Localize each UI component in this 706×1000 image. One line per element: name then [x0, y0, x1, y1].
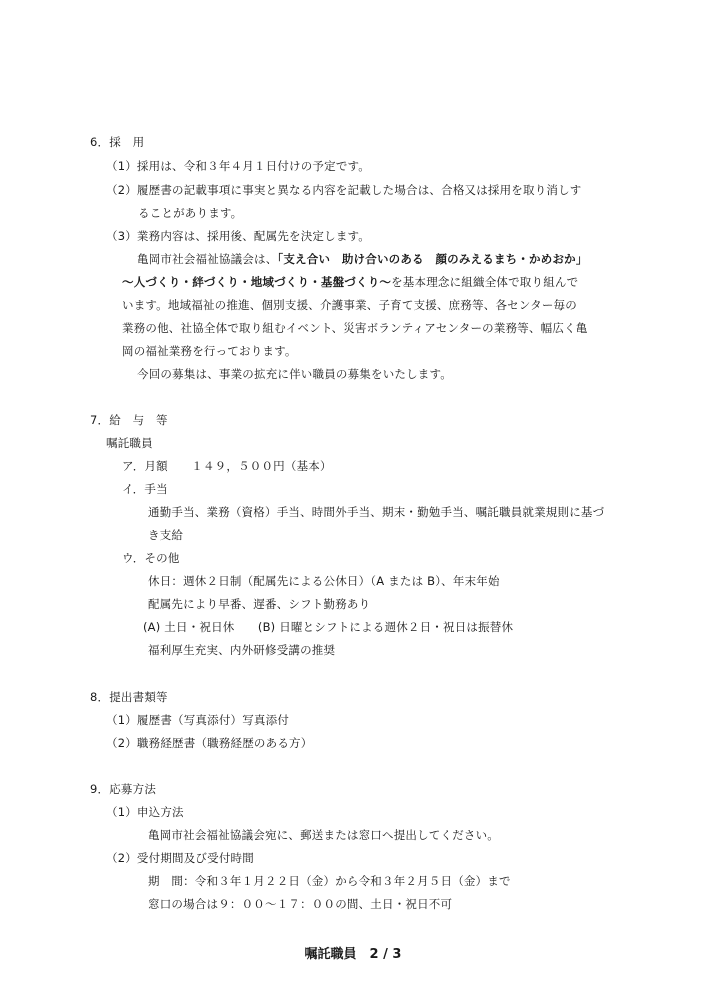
window-hours: 窓口の場合は９：００～１７：００の間、土日・祝日不可 — [148, 897, 453, 911]
desc-line-2-rest: を基本理念に組織全体で取り組んで — [391, 275, 579, 289]
allowance-heading: イ．手当 — [122, 482, 168, 496]
page-footer: 嘱託職員 2 / 3 — [304, 947, 402, 962]
salary-monthly: ア．月額 １４９，５００円（基本） — [122, 459, 332, 473]
section-6-desc-line-2 — [122, 275, 578, 289]
section-8-item-1: （1）履歴書（写真添付）写真添付 — [106, 713, 290, 727]
philosophy: ～人づくり・絆づくり・地域づくり・基盤づくり～ — [122, 275, 392, 289]
section-8-heading: 8．提出書類等 — [90, 690, 168, 704]
section-6-desc-line-4: 業務の他、社協全体で取り組むイベント、災害ボランティアセンターの業務等、幅広く亀 — [122, 321, 588, 335]
section-6-item-1: （1）採用は、令和３年４月１日付けの予定です。 — [106, 159, 370, 173]
motto: 「支え合い 助け合いのある 顔のみえるまち・かめおか」 — [277, 252, 588, 266]
section-7-heading: 7．給 与 等 — [90, 413, 168, 427]
other-detail-1: 休日：週休２日制（配属先による公休日）（A または B）、年末年始 — [148, 574, 500, 588]
application-period: 期 間：令和３年１月２２日（金）から令和３年２月５日（金）まで — [148, 874, 511, 888]
section-6-heading: 6．採 用 — [90, 135, 145, 149]
section-9-heading: 9．応募方法 — [90, 782, 157, 796]
section-9-item-1-detail: 亀岡市社会福祉協議会宛に、郵送または窓口へ提出してください。 — [148, 828, 499, 842]
allowance-detail-1: 通勤手当、業務（資格）手当、時間外手当、期末・勤勉手当、嘱託職員就業規則に基づ — [148, 505, 605, 519]
section-9-item-1: （1）申込方法 — [106, 805, 184, 819]
allowance-detail-2: き支給 — [148, 528, 184, 542]
section-6-item-3: （3）業務内容は、採用後、配属先を決定します。 — [106, 229, 370, 243]
section-9-item-2: （2）受付期間及び受付時間 — [106, 851, 254, 865]
other-detail-3: (A) 土日・祝日休 (B) 日曜とシフトによる週休２日・祝日は振替休 — [143, 620, 514, 634]
section-8-item-2: （2）職務経歴書（職務経歴のある方） — [106, 736, 313, 750]
section-7-subheading: 嘱託職員 — [106, 436, 153, 450]
other-heading: ウ．その他 — [122, 551, 180, 565]
section-6-desc-line-6: 今回の募集は、事業の拡充に伴い職員の募集をいたします。 — [137, 367, 452, 381]
other-detail-2: 配属先により早番、遅番、シフト勤務あり — [148, 597, 371, 611]
section-6-desc-line-3: います。地域福祉の推進、個別支援、介護事業、子育て支援、庶務等、各センター毎の — [122, 298, 577, 312]
section-6-desc-line-1 — [137, 252, 588, 266]
other-detail-4: 福利厚生充実、内外研修受講の推奨 — [148, 643, 336, 657]
section-6-item-2-cont: ることがあります。 — [138, 206, 243, 220]
section-6-desc-line-5: 岡の福祉業務を行っております。 — [122, 344, 297, 358]
desc-line-1-prefix: 亀岡市社会福祉協議会は、 — [137, 252, 278, 266]
section-6-item-2: （2）履歴書の記載事項に事実と異なる内容を記載した場合は、合格又は採用を取り消しす — [106, 183, 582, 197]
